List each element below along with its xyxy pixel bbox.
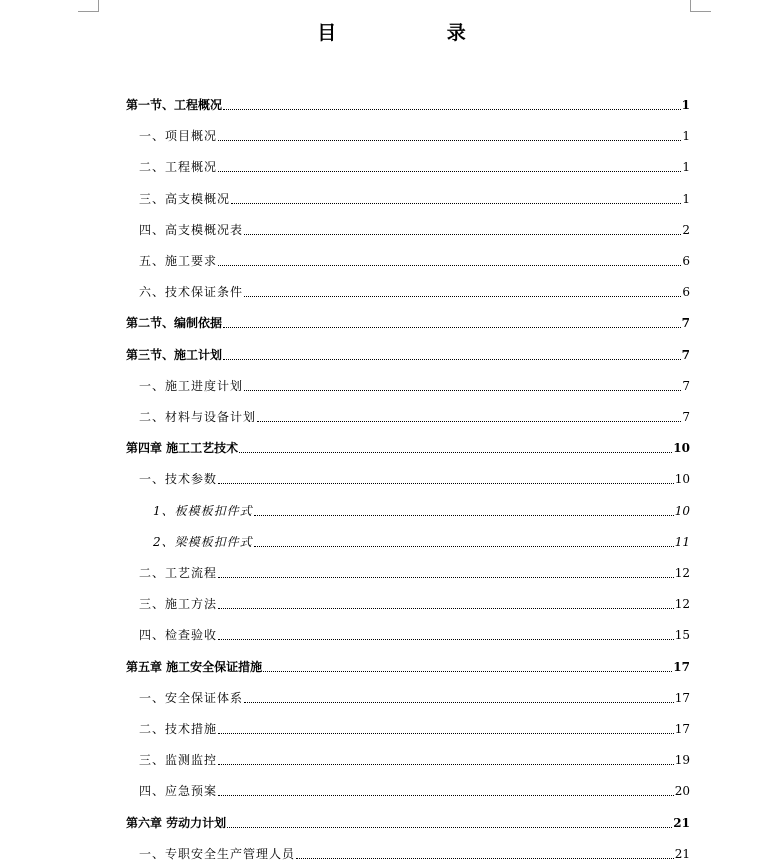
toc-dot-leader — [239, 452, 672, 453]
toc-page-number: 7 — [681, 348, 690, 362]
toc-section-entry[interactable] — [139, 625, 690, 643]
toc-page-number: 10 — [674, 472, 690, 486]
toc-entry-label: 三、施工方法 — [139, 597, 218, 611]
toc-chapter-entry[interactable] — [126, 438, 690, 456]
toc-entry-label: 第六章 劳动力计划 — [126, 816, 227, 830]
toc-entry-label: 第一节、工程概况 — [126, 98, 223, 112]
toc-chapter-entry[interactable] — [126, 813, 690, 831]
toc-chapter-entry[interactable] — [126, 95, 690, 113]
toc-page-number: 2 — [682, 223, 690, 237]
toc-dot-leader — [223, 327, 681, 328]
toc-page-number: 1 — [682, 192, 690, 206]
toc-dot-leader — [244, 390, 681, 391]
toc-section-entry[interactable] — [139, 376, 690, 394]
toc-entry-label: 一、技术参数 — [139, 472, 218, 486]
toc-chapter-entry[interactable] — [126, 313, 690, 331]
toc-dot-leader — [218, 764, 674, 765]
toc-page-number: 17 — [674, 691, 690, 705]
toc-entry-label: 第五章 施工安全保证措施 — [126, 660, 263, 674]
toc-entry-label: 二、技术措施 — [139, 722, 218, 736]
toc-section-entry[interactable] — [139, 563, 690, 581]
toc-page-number: 12 — [674, 597, 690, 611]
toc-page-number: 21 — [674, 847, 690, 861]
toc-section-entry[interactable] — [139, 126, 690, 144]
toc-section-entry[interactable] — [139, 251, 690, 269]
toc-entry-label: 第二节、编制依据 — [126, 316, 223, 330]
toc-dot-leader — [231, 203, 681, 204]
toc-title: 目 录 — [317, 22, 518, 44]
toc-entry-label: 六、技术保证条件 — [139, 285, 244, 299]
toc-dot-leader — [218, 140, 681, 141]
toc-subsection-entry[interactable] — [153, 532, 690, 550]
toc-section-entry[interactable] — [139, 844, 690, 862]
toc-dot-leader — [263, 671, 672, 672]
toc-page-number: 7 — [682, 379, 690, 393]
toc-dot-leader — [227, 827, 672, 828]
toc-dot-leader — [254, 515, 674, 516]
toc-entry-label: 1、板模板扣件式 — [153, 504, 253, 518]
toc-section-entry[interactable] — [139, 282, 690, 300]
toc-dot-leader — [218, 577, 674, 578]
toc-entry-label: 五、施工要求 — [139, 254, 218, 268]
toc-section-entry[interactable] — [139, 189, 690, 207]
toc-page-number: 6 — [682, 254, 690, 268]
toc-dot-leader — [218, 483, 674, 484]
toc-entry-label: 一、施工进度计划 — [139, 379, 244, 393]
toc-dot-leader — [218, 733, 674, 734]
toc-page-number: 15 — [674, 628, 690, 642]
toc-page-number: 7 — [681, 316, 690, 330]
toc-page-number: 17 — [674, 722, 690, 736]
toc-dot-leader — [244, 702, 674, 703]
toc-entry-label: 第四章 施工工艺技术 — [126, 441, 239, 455]
toc-dot-leader — [218, 265, 681, 266]
toc-page-number: 19 — [674, 753, 690, 767]
toc-entry-label: 三、监测监控 — [139, 753, 218, 767]
toc-section-entry[interactable] — [139, 750, 690, 768]
toc-chapter-entry[interactable] — [126, 345, 690, 363]
toc-dot-leader — [218, 639, 674, 640]
toc-entry-label: 一、项目概况 — [139, 129, 218, 143]
toc-entry-label: 一、专职安全生产管理人员 — [139, 847, 296, 861]
toc-entry-label: 2、梁模板扣件式 — [153, 535, 253, 549]
toc-dot-leader — [218, 171, 681, 172]
toc-section-entry[interactable] — [139, 594, 690, 612]
toc-page-number: 10 — [674, 504, 690, 518]
toc-dot-leader — [218, 608, 674, 609]
toc-entry-label: 三、高支模概况 — [139, 192, 231, 206]
toc-page-number: 7 — [682, 410, 690, 424]
toc-page-number: 12 — [674, 566, 690, 580]
toc-subsection-entry[interactable] — [153, 501, 690, 519]
toc-entry-label: 二、工艺流程 — [139, 566, 218, 580]
toc-dot-leader — [244, 234, 681, 235]
toc-page-number: 10 — [673, 441, 690, 455]
toc-section-entry[interactable] — [139, 781, 690, 799]
toc-page-number: 1 — [682, 160, 690, 174]
toc-entry-label: 二、材料与设备计划 — [139, 410, 257, 424]
toc-dot-leader — [218, 795, 674, 796]
toc-page-number: 6 — [682, 285, 690, 299]
toc-entry-label: 四、应急预案 — [139, 784, 218, 798]
toc-section-entry[interactable] — [139, 407, 690, 425]
toc-dot-leader — [296, 858, 674, 859]
toc-dot-leader — [257, 421, 681, 422]
toc-page-number: 21 — [673, 816, 690, 830]
toc-page-number: 1 — [681, 98, 690, 112]
toc-page-number: 11 — [674, 535, 690, 549]
toc-dot-leader — [223, 359, 681, 360]
toc-entry-label: 二、工程概况 — [139, 160, 218, 174]
toc-section-entry[interactable] — [139, 469, 690, 487]
toc-entry-label: 一、安全保证体系 — [139, 691, 244, 705]
toc-page-number: 20 — [674, 784, 690, 798]
toc-section-entry[interactable] — [139, 719, 690, 737]
toc-entry-label: 四、高支模概况表 — [139, 223, 244, 237]
toc-page-number: 1 — [682, 129, 690, 143]
toc-dot-leader — [254, 546, 674, 547]
toc-section-entry[interactable] — [139, 157, 690, 175]
toc-page-number: 17 — [673, 660, 690, 674]
toc-section-entry[interactable] — [139, 688, 690, 706]
toc-chapter-entry[interactable] — [126, 657, 690, 675]
toc-entry-label: 四、检查验收 — [139, 628, 218, 642]
toc-entry-label: 第三节、施工计划 — [126, 348, 223, 362]
toc-section-entry[interactable] — [139, 220, 690, 238]
toc-dot-leader — [244, 296, 681, 297]
toc-dot-leader — [223, 109, 681, 110]
